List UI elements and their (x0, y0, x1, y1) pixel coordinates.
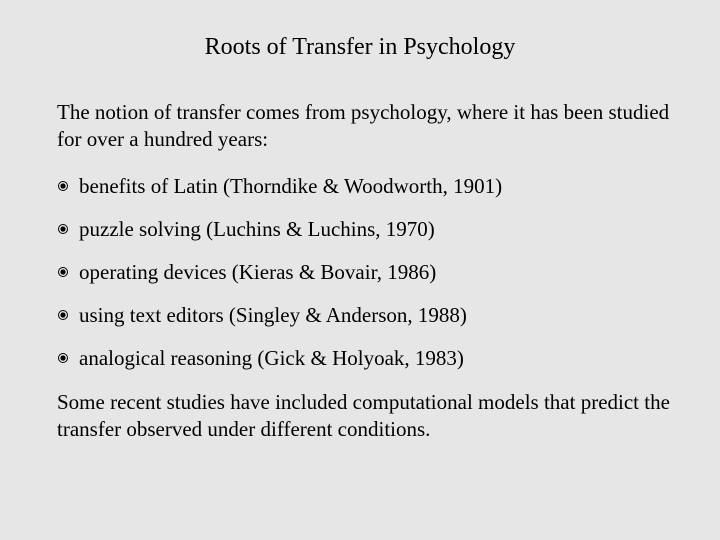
bullet-dot-icon (57, 266, 69, 278)
bullet-dot-icon (57, 180, 69, 192)
bullet-text: using text editors (Singley & Anderson, 1988) (79, 303, 467, 327)
bullet-text: analogical reasoning (Gick & Holyoak, 1983) (79, 346, 464, 370)
bullet-text: operating devices (Kieras & Bovair, 1986) (79, 260, 437, 284)
bullet-dot-icon (57, 223, 69, 235)
outro-paragraph: Some recent studies have included computational models that predict the transfer observed under different conditions. (57, 390, 670, 441)
bullet-item (57, 343, 502, 386)
slide-title: Roots of Transfer in Psychology (204, 34, 516, 60)
bullet-item (57, 171, 502, 214)
bullet-list (57, 171, 502, 386)
bullet-dot-icon (57, 352, 69, 364)
bullet-dot-icon (57, 309, 69, 321)
intro-paragraph: The notion of transfer comes from psychology, where it has been studied for over a hundred years: (57, 100, 670, 151)
bullet-item (57, 300, 502, 343)
bullet-item (57, 257, 502, 300)
bullet-item (57, 214, 502, 257)
bullet-text: puzzle solving (Luchins & Luchins, 1970) (79, 217, 435, 241)
bullet-text: benefits of Latin (Thorndike & Woodworth, 1901) (79, 174, 503, 198)
